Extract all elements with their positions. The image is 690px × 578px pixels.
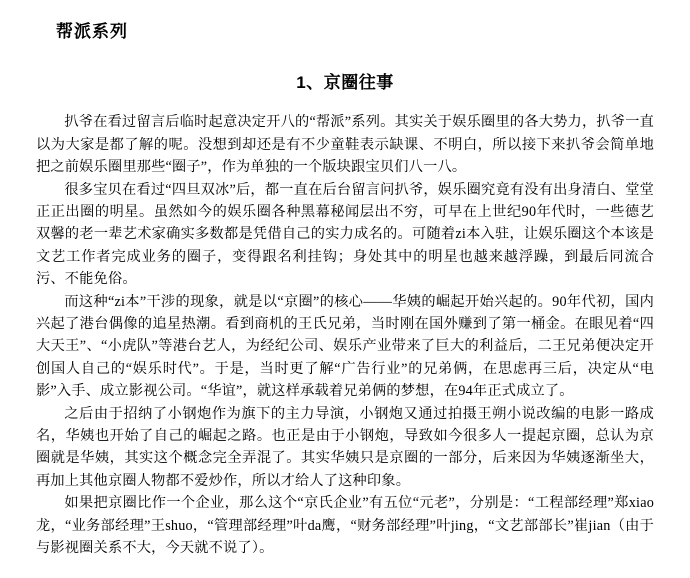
paragraph: 扒爷在看过留言后临时起意决定开八的“帮派”系列。其实关于娱乐圈里的各大势力，扒爷一直以为大家是都了解的呢。没想到却还是有不少童鞋表示缺课、不明白，所以接下来扒爷会简单地把之前娱乐圈里那些“圈子”，作为单独的一个版块跟宝贝们八一八。 — [36, 114, 654, 176]
body-text — [36, 111, 654, 559]
section-heading: 1、京圈往事 — [296, 73, 394, 93]
page-title: 帮派系列 — [56, 22, 128, 41]
paragraph: 很多宝贝在看过“四旦双冰”后，都一直在后台留言问扒爷，娱乐圈究竟有没有出身清白、堂堂正正出圈的明星。虽然如今的娱乐圈各种黑幕秘闻层出不穷，可早在上世纪90年代时，一些德艺双馨的老一辈艺术家确实多数都是凭借自己的实力成名的。可随着zi本入驻，让娱乐圈这个本该是文艺工作者完成业务的圈子，变得跟名利挂钩；身处其中的明星也越来越浮躁，到最后同流合污、不能免俗。 — [36, 181, 654, 288]
paragraph: 而这种“zi本”干涉的现象，就是以“京圈”的核心——华姨的崛起开始兴起的。90年代初，国内兴起了港台偶像的追星热潮。看到商机的王氏兄弟，当时刚在国外赚到了第一桶金。在眼见着“四大天王”、“小虎队”等港台艺人，为经纪公司、娱乐产业带来了巨大的利益后，二王兄弟便决定开创国人自己的“娱乐时代”。于是，当时更了解“广告行业”的兄弟俩，在思虑再三后，决定从“电影”入手、成立影视公司。“华谊”，就这样承载着兄弟俩的梦想，在94年正式成立了。 — [36, 293, 654, 400]
paragraph: 如果把京圈比作一个企业，那么这个“京氏企业”有五位“元老”，分别是：“工程部经理”郑xiao龙，“业务部经理”王shuo，“管理部经理”叶da鹰，“财务部经理”叶jing，“文艺部部长”崔jian（由于与影视圈关系不大，今天就不说了）。 — [36, 495, 654, 557]
paragraph: 之后由于招纳了小钢炮作为旗下的主力导演，小钢炮又通过拍摄王朔小说改编的电影一路成名，华姨也开始了自己的崛起之路。也正是由于小钢炮，导致如今很多人一提起京圈，总认为京圈就是华姨，其实这个概念完全弄混了。其实华姨只是京圈的一部分，后来因为华姨逐渐坐大，再加上其他京圈人物都不爱炒作，所以才给人了这种印象。 — [36, 405, 654, 489]
